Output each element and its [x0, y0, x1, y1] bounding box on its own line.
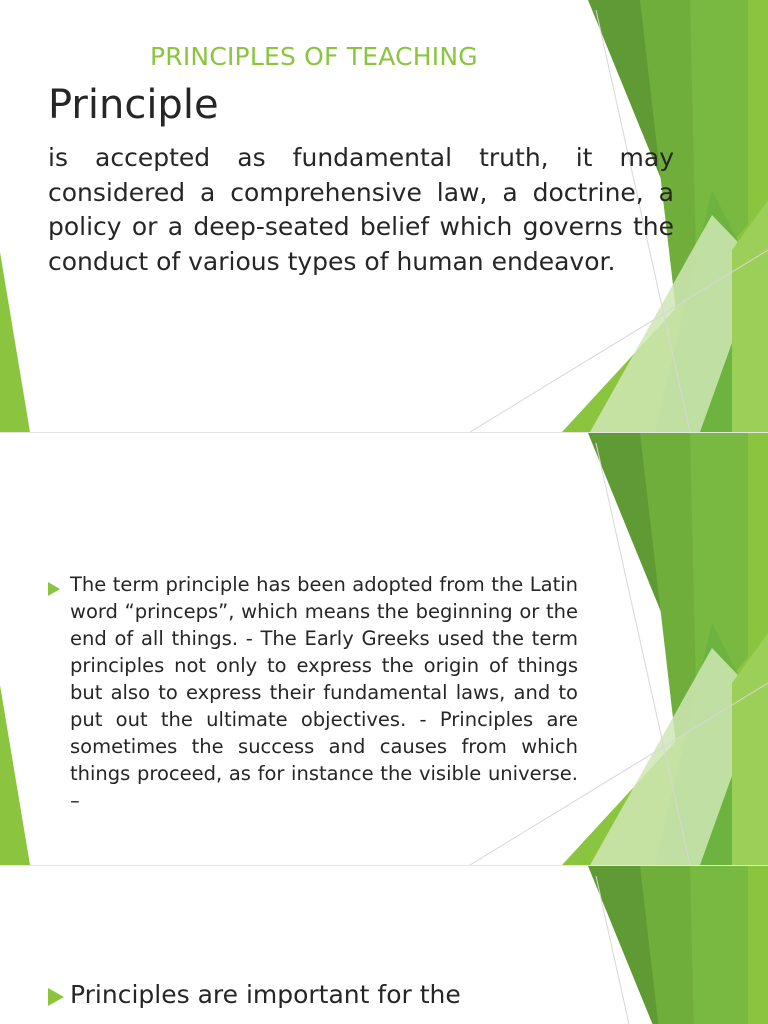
slide-2: [0, 433, 768, 865]
left-green-sliver: [0, 252, 30, 432]
slide-title: PRINCIPLES OF TEACHING: [150, 42, 478, 71]
right-green-edge: [748, 866, 768, 1024]
principle-origin-text: The term principle has been adopted from the Latin word “princeps”, which means the beginning or the end of all things. - The Early Greeks used the term principles not only to express the origin of things but also to express their fundamental laws, and to put out the ultimate objectives. - Principles are sometimes the success and causes from which things proceed, as for instance the visible universe. –: [70, 573, 578, 812]
slide-3: [0, 866, 768, 1024]
triangle-bullet-icon: [48, 988, 64, 1006]
principle-heading: Principle: [48, 82, 219, 128]
left-green-sliver: [0, 685, 30, 865]
triangle-bullet-icon: [48, 582, 60, 596]
principle-definition: is accepted as fundamental truth, it may considered a comprehensive law, a doctrine, a policy or a deep-seated belief which governs the conduct of various types of human endeavor.: [48, 143, 674, 276]
slide-1: [0, 0, 768, 432]
green-facet-strip: [690, 866, 748, 1024]
principles-importance-text: Principles are important for the: [70, 980, 461, 1009]
